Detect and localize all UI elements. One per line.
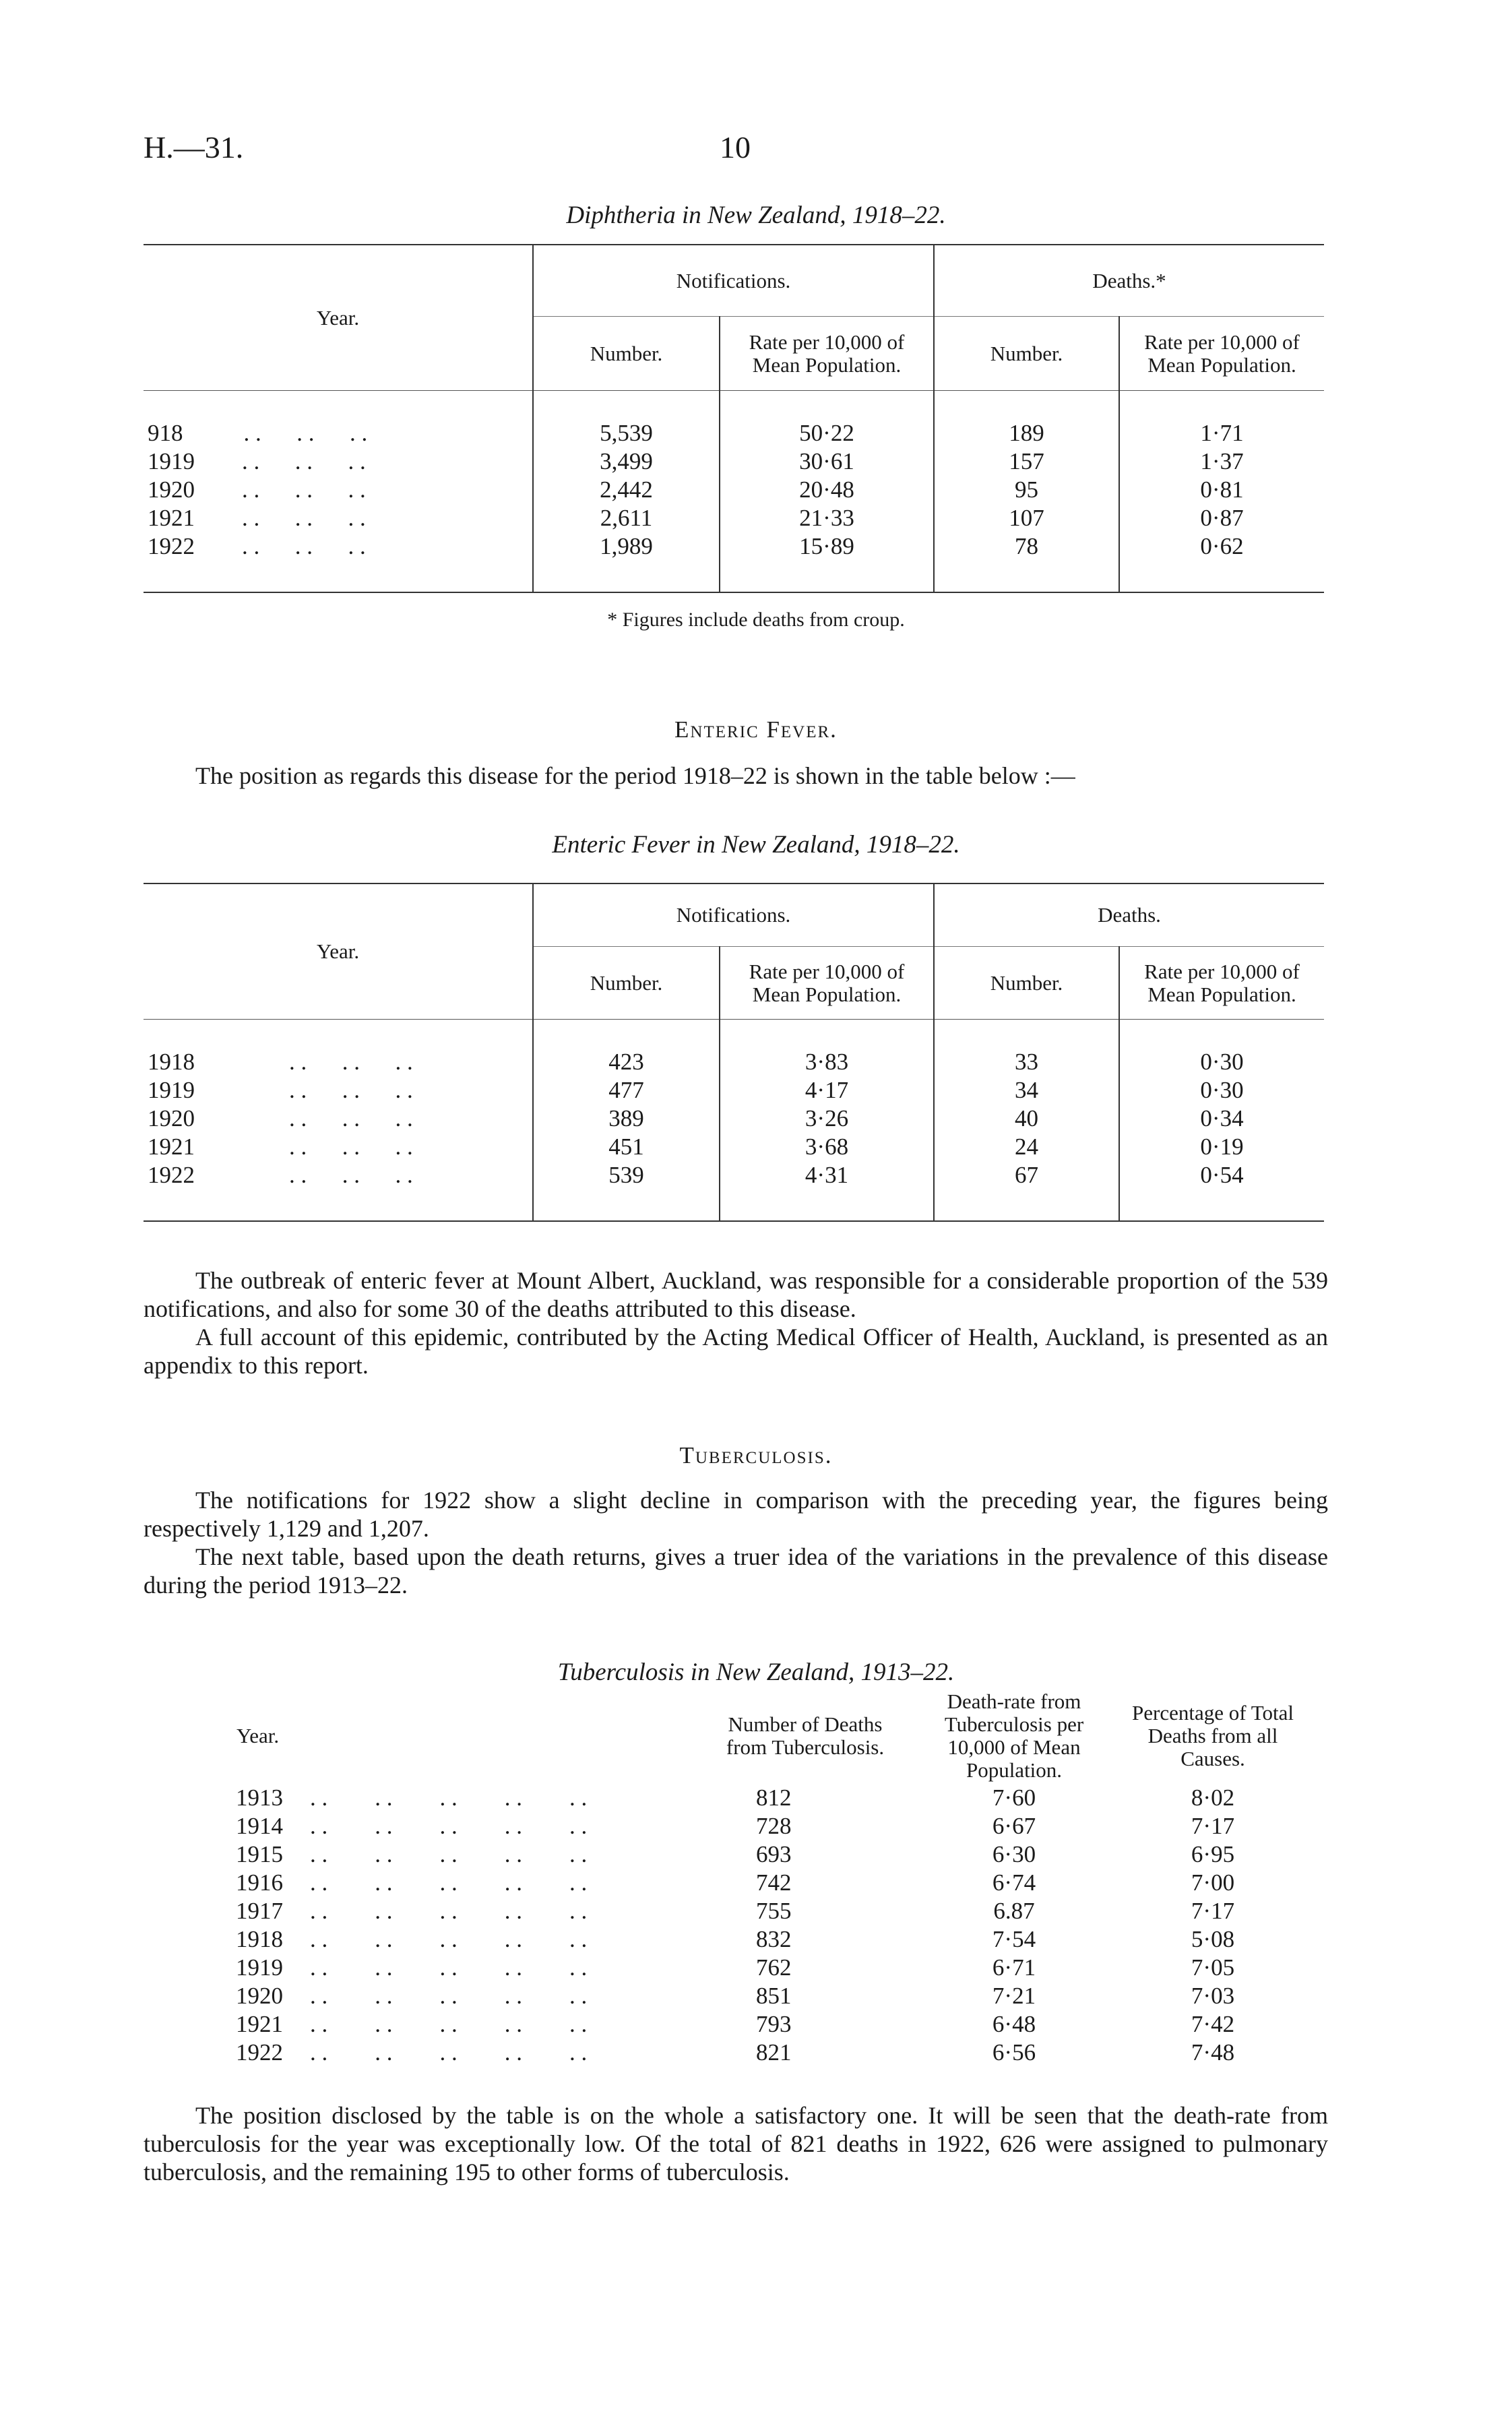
- notif-rate-cell: 30·61: [720, 447, 934, 476]
- rate-cell: 6.87: [993, 1898, 1035, 1924]
- deaths-rate-header: Rate per 10,000 of Mean Population.: [1119, 947, 1324, 1020]
- notif-rate-cell: 3·26: [720, 1105, 934, 1133]
- table-row: 1914 . . . . . . . . . . 728 6·67 7·17: [236, 1812, 1314, 1840]
- deaths-cell: 793: [756, 2011, 792, 2037]
- notif-number-cell: 539: [533, 1161, 720, 1189]
- rate-header: Death-rate from Tuberculosis per 10,000 of Mean Population.: [944, 1689, 1084, 1782]
- notif-rate-header: Rate per 10,000 of Mean Population.: [720, 947, 934, 1020]
- deaths-cell: 755: [756, 1898, 792, 1924]
- enteric-heading: Enteric Fever.: [674, 716, 838, 743]
- deaths-number-cell: 107: [934, 504, 1119, 532]
- notif-rate-cell: 4·31: [720, 1161, 934, 1189]
- tuberculosis-heading: Tuberculosis.: [679, 1442, 833, 1468]
- deaths-cell: 832: [756, 1926, 792, 1952]
- tuberculosis-conclusion: [144, 2101, 1328, 2186]
- tuberculosis-table-title: Tuberculosis in New Zealand, 1913–22.: [557, 1658, 955, 1686]
- deaths-number-cell: 24: [934, 1133, 1119, 1161]
- deaths-number-cell: 78: [934, 532, 1119, 561]
- enteric-table-title: Enteric Fever in New Zealand, 1918–22.: [552, 831, 960, 859]
- diphtheria-table-title: Diphtheria in New Zealand, 1918–22.: [566, 201, 946, 229]
- year-cell: 1918: [148, 1049, 195, 1075]
- year-cell: 1918: [236, 1926, 283, 1952]
- deaths-number-cell: 34: [934, 1076, 1119, 1105]
- table-row: 1920 . . . . . . . . . . 851 7·21 7·03: [236, 1982, 1314, 2010]
- deaths-cell: 812: [756, 1785, 792, 1811]
- deaths-rate-cell: 1·71: [1119, 419, 1324, 447]
- rate-cell: 7·54: [992, 1926, 1036, 1952]
- table-row: 1920 . . . . . . 389 3·26 40 0·34: [144, 1105, 1324, 1133]
- rate-cell: 6·30: [992, 1841, 1036, 1867]
- deaths-rate-cell: 0·87: [1119, 504, 1324, 532]
- notif-number-header: Number.: [533, 947, 720, 1020]
- percentage-cell: 7·17: [1191, 1898, 1235, 1924]
- table-row: 1919 . . . . . . . . . . 762 6·71 7·05: [236, 1954, 1314, 1982]
- deaths-rate-cell: 1·37: [1119, 447, 1324, 476]
- notif-rate-cell: 3·83: [720, 1048, 934, 1076]
- enteric-paragraphs: [144, 1266, 1328, 1379]
- table-row: 1915 . . . . . . . . . . 693 6·30 6·95: [236, 1840, 1314, 1869]
- deaths-rate-cell: 0·19: [1119, 1133, 1324, 1161]
- table-row: 1920 . . . . . . 2,442 20·48 95 0·81: [144, 476, 1324, 504]
- year-cell: 1920: [236, 1983, 283, 2009]
- deaths-header: Deaths.*: [934, 245, 1324, 317]
- table-row: 1919 . . . . . . 3,499 30·61 157 1·37: [144, 447, 1324, 476]
- notif-number-cell: 3,499: [533, 447, 720, 476]
- table-row: 1922 . . . . . . 539 4·31 67 0·54: [144, 1161, 1324, 1189]
- diphtheria-table: [144, 244, 1324, 593]
- year-cell: 1916: [236, 1869, 283, 1896]
- table-row: 918 . . . . . . 5,539 50·22 189 1·71: [144, 419, 1324, 447]
- percentage-cell: 7·03: [1191, 1983, 1235, 2009]
- percentage-cell: 7·42: [1191, 2011, 1235, 2037]
- rate-cell: 6·74: [992, 1869, 1036, 1896]
- notif-rate-header: Rate per 10,000 of Mean Population.: [720, 317, 934, 391]
- rate-cell: 6·67: [992, 1813, 1036, 1839]
- year-header: Year.: [237, 1724, 280, 1747]
- rate-cell: 6·71: [992, 1954, 1036, 1981]
- deaths-cell: 742: [756, 1869, 792, 1896]
- deaths-number-cell: 95: [934, 476, 1119, 504]
- year-cell: 1915: [236, 1841, 283, 1867]
- table-row: 1918 . . . . . . . . . . 832 7·54 5·08: [236, 1925, 1314, 1954]
- tuberculosis-para-3: The position disclosed by the table is on the whole a satisfactory one. It will be seen that the death-rate from tuberculosis for the year was exceptionally low. Of the total of 821 deaths in 1922, 626 were assigned to pulmonary tuberculosis, and the remaining 195 to other forms of tuberculosis.: [144, 2102, 1328, 2185]
- percentage-cell: 5·08: [1191, 1926, 1235, 1952]
- year-header: Year.: [144, 245, 533, 391]
- notif-rate-cell: 3·68: [720, 1133, 934, 1161]
- notifications-header: Notifications.: [533, 883, 934, 947]
- rate-cell: 7·21: [992, 1983, 1036, 2009]
- deaths-rate-header: Rate per 10,000 of Mean Population.: [1119, 317, 1324, 391]
- table-row: 1916 . . . . . . . . . . 742 6·74 7·00: [236, 1869, 1314, 1897]
- table-row: 1919 . . . . . . 477 4·17 34 0·30: [144, 1076, 1324, 1105]
- notifications-header: Notifications.: [533, 245, 934, 317]
- deaths-rate-cell: 0·30: [1119, 1076, 1324, 1105]
- notif-number-cell: 2,611: [533, 504, 720, 532]
- deaths-cell: 821: [756, 2039, 792, 2066]
- notif-rate-cell: 21·33: [720, 504, 934, 532]
- year-cell: 1921: [148, 505, 195, 531]
- deaths-cell: 728: [756, 1813, 792, 1839]
- percentage-cell: 6·95: [1191, 1841, 1235, 1867]
- enteric-table: [144, 883, 1324, 1222]
- diphtheria-header-row-1: [144, 245, 1324, 317]
- enteric-para-2: A full account of this epidemic, contributed by the Acting Medical Officer of Health, Auckland, is presented as an appendix to this report.: [144, 1324, 1328, 1379]
- deaths-cell: 693: [756, 1841, 792, 1867]
- deaths-number-cell: 157: [934, 447, 1119, 476]
- percentage-cell: 7·00: [1191, 1869, 1235, 1896]
- notif-number-cell: 2,442: [533, 476, 720, 504]
- deaths-number-cell: 189: [934, 419, 1119, 447]
- notif-rate-cell: 50·22: [720, 419, 934, 447]
- rate-cell: 7·60: [992, 1785, 1036, 1811]
- table-row: 1917 . . . . . . . . . . 755 6.87 7·17: [236, 1897, 1314, 1925]
- deaths-cell: 762: [756, 1954, 792, 1981]
- deaths-number-cell: 33: [934, 1048, 1119, 1076]
- deaths-number-header: Number.: [934, 947, 1119, 1020]
- deaths-number-header: Number.: [934, 317, 1119, 391]
- table-row: 1922 . . . . . . 1,989 15·89 78 0·62: [144, 532, 1324, 561]
- deaths-number-cell: 67: [934, 1161, 1119, 1189]
- notif-number-cell: 5,539: [533, 419, 720, 447]
- deaths-rate-cell: 0·81: [1119, 476, 1324, 504]
- tuberculosis-para-2: The next table, based upon the death returns, gives a truer idea of the variations in the prevalence of this disease during the period 1913–22.: [144, 1543, 1328, 1599]
- table-row: 1921 . . . . . . 2,611 21·33 107 0·87: [144, 504, 1324, 532]
- table-row: 1922 . . . . . . . . . . 821 6·56 7·48: [236, 2039, 1314, 2067]
- year-cell: 1914: [236, 1813, 283, 1839]
- tuberculosis-para-1: The notifications for 1922 show a slight decline in comparison with the preceding year, the figures being respectively 1,129 and 1,207.: [144, 1487, 1328, 1542]
- notif-number-cell: 451: [533, 1133, 720, 1161]
- page-number: 10: [720, 130, 751, 164]
- deaths-cell: 851: [756, 1983, 792, 2009]
- year-cell: 1920: [148, 476, 195, 503]
- year-cell: 1922: [236, 2039, 283, 2066]
- percentage-cell: 7·48: [1191, 2039, 1235, 2066]
- year-cell: 1921: [236, 2011, 283, 2037]
- year-cell: 1917: [236, 1898, 283, 1924]
- table-row: 1921 . . . . . . . . . . 793 6·48 7·42: [236, 2010, 1314, 2039]
- diphtheria-footnote: * Figures include deaths from croup.: [607, 609, 905, 631]
- notif-rate-cell: 20·48: [720, 476, 934, 504]
- rate-cell: 6·48: [992, 2011, 1036, 2037]
- notif-number-cell: 477: [533, 1076, 720, 1105]
- year-header: Year.: [144, 883, 533, 1020]
- tuberculosis-header-row: [236, 1688, 1314, 1784]
- notif-number-header: Number.: [533, 317, 720, 391]
- tuberculosis-table: [236, 1688, 1314, 2067]
- year-cell: 1919: [148, 448, 195, 474]
- enteric-para-1: The outbreak of enteric fever at Mount Albert, Auckland, was responsible for a considerable proportion of the 539 notifications, and also for some 30 of the deaths attributed to this disease.: [144, 1267, 1328, 1322]
- enteric-intro-text: The position as regards this disease for the period 1918–22 is shown in the table below :—: [195, 762, 1075, 789]
- deaths-header: Deaths.: [934, 883, 1324, 947]
- notif-rate-cell: 4·17: [720, 1076, 934, 1105]
- year-cell: 1913: [236, 1785, 283, 1811]
- tuberculosis-paragraphs: [144, 1486, 1328, 1599]
- table-row: 1918 . . . . . . 423 3·83 33 0·30: [144, 1048, 1324, 1076]
- deaths-rate-cell: 0·30: [1119, 1048, 1324, 1076]
- notif-number-cell: 423: [533, 1048, 720, 1076]
- deaths-header: Number of Deaths from Tuberculosis.: [726, 1712, 885, 1759]
- percentage-cell: 7·17: [1191, 1813, 1235, 1839]
- percentage-header: Percentage of Total Deaths from all Causes.: [1132, 1701, 1294, 1770]
- year-cell: 1920: [148, 1105, 195, 1131]
- deaths-rate-cell: 0·54: [1119, 1161, 1324, 1189]
- report-code: H.—31.: [144, 130, 244, 164]
- table-row: 1921 . . . . . . 451 3·68 24 0·19: [144, 1133, 1324, 1161]
- year-cell: 1919: [236, 1954, 283, 1981]
- table-row: 1913 . . . . . . . . . . 812 7·60 8·02: [236, 1784, 1314, 1812]
- year-cell: 1921: [148, 1134, 195, 1160]
- percentage-cell: 8·02: [1191, 1785, 1235, 1811]
- deaths-rate-cell: 0·34: [1119, 1105, 1324, 1133]
- year-cell: 918: [148, 420, 183, 446]
- notif-rate-cell: 15·89: [720, 532, 934, 561]
- enteric-header-row-1: [144, 883, 1324, 947]
- notif-number-cell: 389: [533, 1105, 720, 1133]
- enteric-intro: [144, 762, 1328, 790]
- deaths-number-cell: 40: [934, 1105, 1119, 1133]
- year-cell: 1922: [148, 533, 195, 559]
- year-cell: 1919: [148, 1077, 195, 1103]
- percentage-cell: 7·05: [1191, 1954, 1235, 1981]
- rate-cell: 6·56: [992, 2039, 1036, 2066]
- deaths-rate-cell: 0·62: [1119, 532, 1324, 561]
- notif-number-cell: 1,989: [533, 532, 720, 561]
- year-cell: 1922: [148, 1162, 195, 1188]
